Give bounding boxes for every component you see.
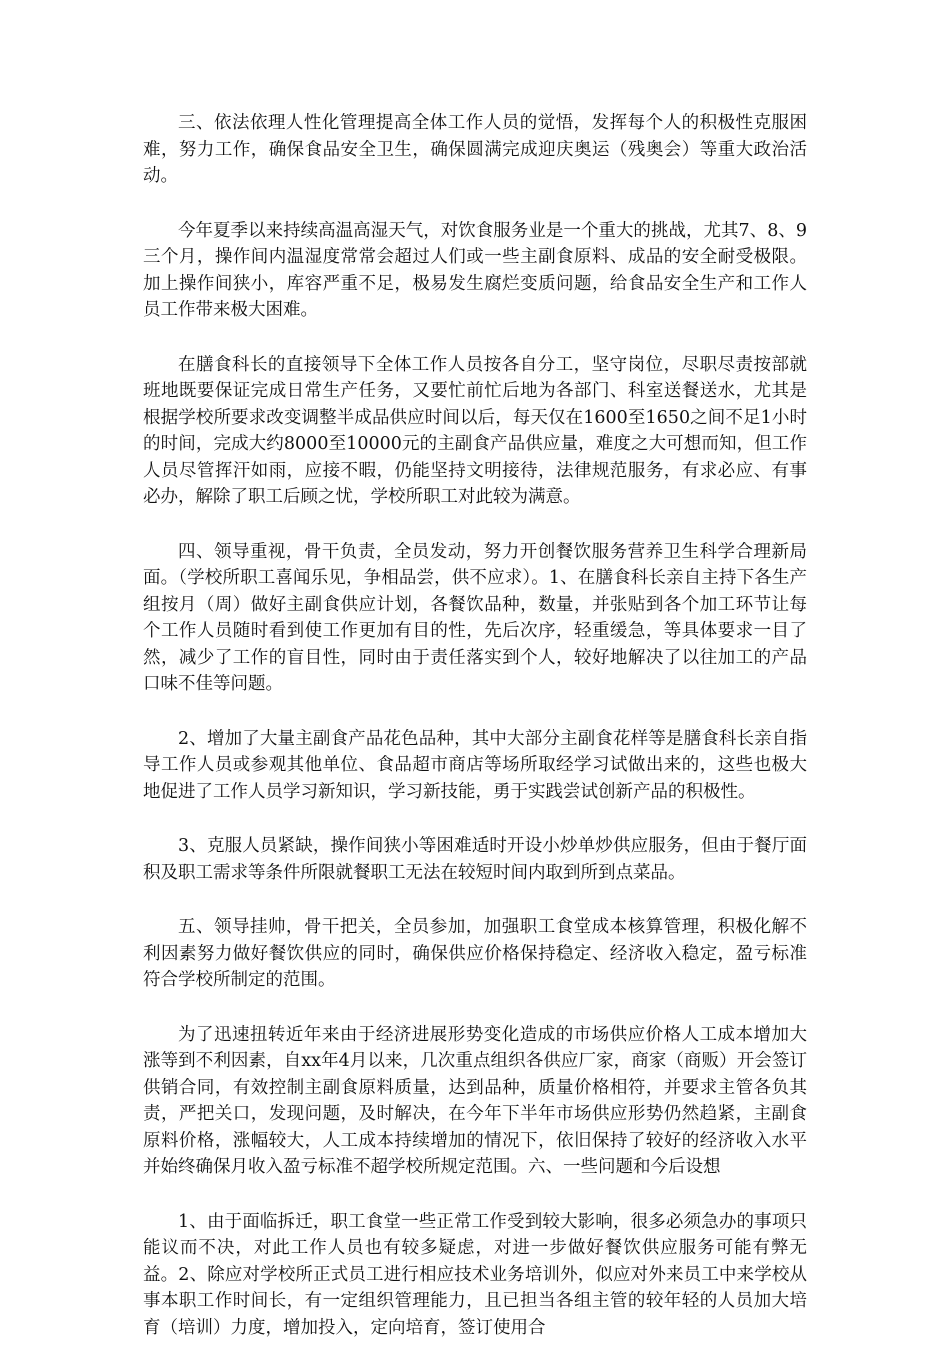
paragraph-leadership-work: 在膳食科长的直接领导下全体工作人员按各自分工，坚守岗位，尽职尽责按部就班地既要保证完成日常生产任务，又要忙前忙后地为各部门、科室送餐送水，尤其是根据学校所要求改变调整半成品供应时间以后，每天仅在1600至1650之间不足1小时的时间，完成大约8000至10000元的主副食产品供应量，难度之大可想而知，但工作人员尽管挥汗如雨，应接不暇，仍能坚持文明接待，法律规范服务，有求必应、有事必办，解除了职工后顾之忧，学校所职工对此较为满意。 [143, 354, 807, 507]
document-body [143, 110, 807, 1369]
paragraph-section-five: 五、领导挂帅，骨干把关，全员参加，加强职工食堂成本核算管理，积极化解不利因素努力做好餐饮供应的同时，确保供应价格保持稳定、经济收入稳定，盈亏标准符合学校所制定的范围。 [143, 917, 807, 990]
paragraph-section-three: 三、依法依理人性化管理提高全体工作人员的觉悟，发挥每个人的积极性克服困难，努力工作，确保食品安全卫生，确保圆满完成迎庆奥运（残奥会）等重大政治活动。 [143, 113, 807, 186]
paragraph-item-two: 2、增加了大量主副食产品花色品种，其中大部分主副食花样等是膳食科长亲自指导工作人员或参观其他单位、食品超市商店等场所取经学习试做出来的，这些也极大地促进了工作人员学习新知识，学习新技能，勇于实践尝试创新产品的积极性。 [143, 728, 807, 802]
paragraph-problems-plans: 1、由于面临拆迁，职工食堂一些正常工作受到较大影响，很多必须急办的事项只能议而不决，对此工作人员也有较多疑虑，对进一步做好餐饮供应服务可能有弊无益。2、除应对学校所正式员工进行相应技术业务培训外，似应对外来员工中来学校从事本职工作时间长，有一定组织管理能力，且已担当各组主管的较年轻的人员加大培育（培训）力度，增加投入，定向培育，签订使用合 [143, 1211, 807, 1338]
paragraph-item-three: 3、克服人员紧缺，操作间狭小等困难适时开设小炒单炒供应服务，但由于餐厅面积及职工需求等条件所限就餐职工无法在较短时间内取到所到点菜品。 [143, 836, 807, 883]
paragraph-summer-heat: 今年夏季以来持续高温高湿天气，对饮食服务业是一个重大的挑战，尤其7、8、9三个月，操作间内温湿度常常会超过人们或一些主副食原料、成品的安全耐受极限。加上操作间狭小，库容严重不足，极易发生腐烂变质问题，给食品安全生产和工作人员工作带来极大困难。 [143, 220, 807, 320]
paragraph-cost-control: 为了迅速扭转近年来由于经济进展形势变化造成的市场供应价格人工成本增加大涨等到不利因素，自xx年4月以来，几次重点组织各供应厂家，商家（商贩）开会签订供销合同，有效控制主副食原料质量，达到品种，质量价格相符，并要求主管各负其责，严把关口，发现问题，及时解决，在今年下半年市场供应形势仍然趋紧，主副食原料价格，涨幅较大，人工成本持续增加的情况下，依旧保持了较好的经济收入水平并始终确保月收入盈亏标准不超学校所规定范围。六、一些问题和今后设想 [143, 1024, 807, 1177]
paragraph-section-four: 四、领导重视，骨干负责，全员发动，努力开创餐饮服务营养卫生科学合理新局面。（学校所职工喜闻乐见，争相品尝，供不应求）。1、在膳食科长亲自主持下各生产组按月（周）做好主副食供应计划，各餐饮品种，数量，并张贴到各个加工环节让每个工作人员随时看到使工作更加有目的性，先后次序，轻重缓急，等具体要求一目了然，减少了工作的盲目性，同时由于责任落实到个人，较好地解决了以往加工的产品口味不佳等问题。 [143, 541, 807, 694]
